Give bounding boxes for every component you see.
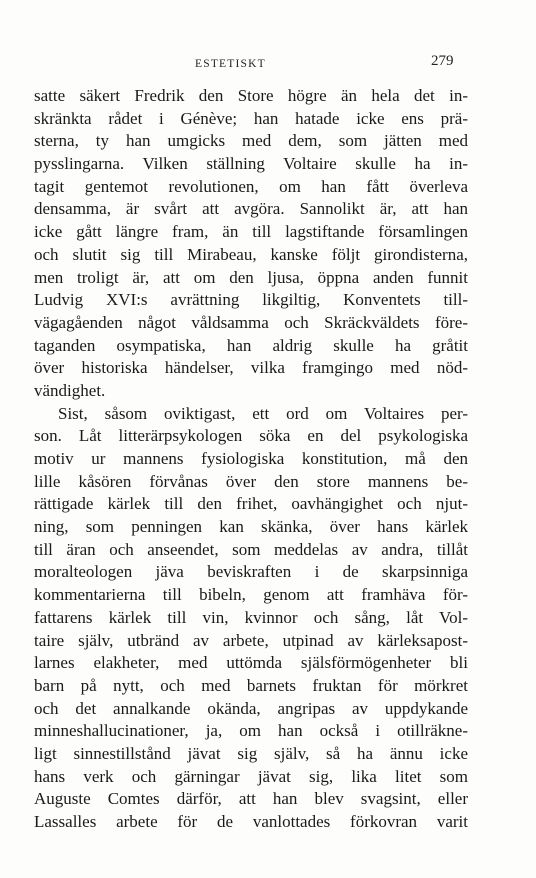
text-line: och slutit sig till Mirabeau, kanske följt girondisterna, [34, 244, 468, 264]
text-line: ligt sinnestillstånd jävat sig själv, så ha ännu icke [34, 743, 468, 763]
text-line: vägagåenden något våldsamma och Skräckväldets före- [34, 312, 468, 332]
text-line: rättigade kärlek till den frihet, oavhängighet och njut- [34, 494, 468, 514]
text-line: taire själv, utbränd av arbete, utpinad av kärleksapost- [34, 630, 468, 650]
text-line: barn på nytt, och med barnets fruktan för mörkret [34, 675, 468, 695]
text-line: fattarens kärlek till vin, kvinnor och sång, låt Vol- [34, 607, 468, 627]
text-line: Ludvig XVI:s avrättning likgiltig, Konventets till- [34, 290, 468, 310]
text-line: Auguste Comtes därför, att han blev svagsint, eller [34, 789, 468, 809]
text-line: satte säkert Fredrik den Store högre än hela det in- [34, 86, 468, 105]
body-text [34, 85, 468, 834]
text-line: över historiska händelser, vilka framgingo med nöd- [34, 358, 468, 378]
text-line: till äran och anseendet, som meddelas av andra, tillåt [34, 539, 468, 559]
text-line: motiv ur mannens fysiologiska konstitution, må den [34, 449, 468, 468]
running-head: ESTETISKT [195, 58, 266, 70]
text-line: men troligt är, att om den ljusa, öppna anden funnit [34, 267, 468, 287]
text-line: taganden osympatiska, han aldrig skulle ha gråtit [34, 335, 468, 355]
text-line: lille kåsören förvånas över den store mannens be- [34, 471, 468, 491]
text-line: Lassalles arbete för de vanlottades förkovran varit [34, 812, 468, 831]
text-line: tagit gentemot revolutionen, om han fått överleva [34, 176, 468, 196]
text-line: och det annalkande okända, angripas av uppdykande [34, 698, 468, 718]
text-line: minneshallucinationer, ja, om han också i otillräkne- [34, 721, 468, 741]
text-line: hans verk och gärningar jävat sig, lika litet som [34, 766, 468, 786]
page-number: 279 [431, 53, 454, 69]
text-line: skränkta rådet i Génève; han hatade icke ens prä- [34, 108, 468, 128]
text-line: icke gått längre fram, än till lagstiftande församlingen [34, 222, 468, 242]
text-line: kommentarierna till bibeln, genom att framhäva för- [34, 585, 468, 605]
text-line: pysslingarna. Vilken ställning Voltaire skulle ha in- [34, 154, 468, 174]
text-line: son. Låt litterärpsykologen söka en del psykologiska [34, 426, 468, 446]
text-line: densamma, är svårt att avgöra. Sannolikt är, att han [34, 199, 468, 219]
paragraph-start-line: Sist, såsom oviktigast, ett ord om Voltaires per- [58, 403, 468, 423]
text-line: larnes elakheter, med uttömda själsförmögenheter bli [34, 653, 468, 673]
paragraph-end-line: vändighet. [34, 380, 106, 400]
text-line: ning, som penningen kan skänka, över hans kärlek [34, 517, 468, 537]
text-line: sterna, ty han umgicks med dem, som jätten med [34, 131, 468, 151]
text-line: moralteologen jäva beviskraften i de skarpsinniga [34, 562, 468, 582]
